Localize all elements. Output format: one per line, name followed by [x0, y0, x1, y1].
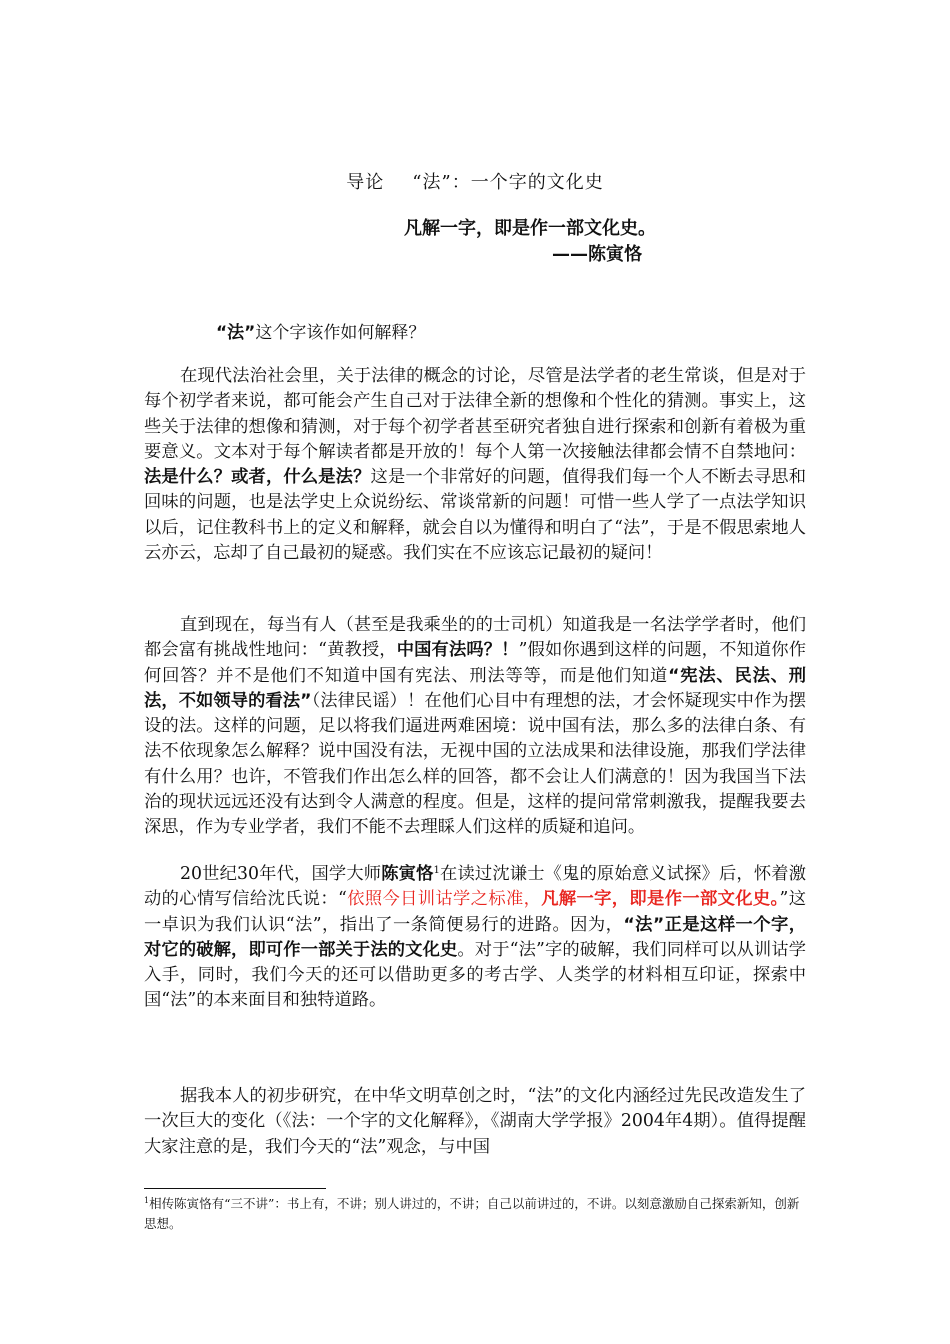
paragraph-1 [144, 364, 806, 566]
paragraph-emphasis: 法是什么？或者，什么是法？ [144, 467, 371, 488]
chapter-title [0, 168, 950, 194]
paragraph-emphasis: “宪法、民法、刑法，不如领导的看法” [144, 665, 806, 711]
epigraph-author: ——陈寅恪 [552, 244, 642, 265]
paragraph-emphasis: 陈寅恪 [381, 864, 434, 884]
paragraph-text: 20世纪30年代，国学大师 [180, 864, 382, 884]
question-keyword: “法” [216, 323, 256, 343]
footnote-mark: 1 [144, 1196, 150, 1205]
paragraph-text: ”这一卓识为我们认识“法”，指出了一条简便易行的进路。因为， [144, 889, 806, 935]
paragraph-text: （法律民谣）！在他们心目中有理想的法，才会怀疑现实中作为摆设的法。这样的问题，足以将我们逼进两难困境：说中国有法，那么多的法律白条、有法不依现象怎么解释？说中国没有法，无视中国的立法成果和法律设施，那我们学法律有什么用？也许，不管我们作出怎么样的回答，都不会让人们满意的！因为我国当下法治的现状远远还没有达到令人满意的程度。但是，这样的提问常常刺激我，提醒我要去深思，作为专业学者，我们不能不去理睬人们这样的质疑和追问。 [144, 690, 807, 838]
paragraph-emphasis: “法”正是这样一个字，对它的破解，即可作一部关于法的文化史 [144, 914, 807, 960]
paragraph-text: 这是一个非常好的问题，值得我们每一个人不断去寻思和回味的问题，也是法学史上众说纷纭、常谈常新的问题！可惜一些人学了一点法学知识以后，记住教科书上的定义和解释，就会自以为懂得和明白了“法”，于是不假思索地人云亦云，忘却了自己最初的疑惑。我们实在不应该忘记最初的疑问！ [144, 467, 806, 564]
footnote [144, 1194, 806, 1234]
paragraph-text: ”假如你遇到这样的问题，不知道你作何回答？并不是他们不知道中国有宪法、刑法等等，而是他们知道 [144, 640, 806, 686]
chapter-title-main: “法”：一个字的文化史 [412, 172, 604, 193]
footnote-text: 相传陈寅恪有“三不讲”：书上有，不讲；别人讲过的，不讲；自己以前讲过的，不讲。以刻意激励自己探索新知，创新思想。 [144, 1196, 800, 1231]
quoted-red-text: 依照今日训诂学之标准， [346, 889, 542, 910]
paragraph-text: 在现代法治社会里，关于法律的概念的讨论，尽管是法学者的老生常谈，但是对于每个初学者来说，都可能会产生自己对于法律全新的想像和个性化的猜测。事实上，这些关于法律的想像和猜测，对于每个初学者甚至研究者独自进行探索和创新有着极为重要意义。文本对于每个解读者都是开放的！每个人第一次接触法律都会情不自禁地问： [144, 366, 806, 462]
paragraph-2 [144, 613, 806, 841]
chapter-title-prefix: 导论 [346, 172, 385, 193]
paragraph-text: 直到现在，每当有人（甚至是我乘坐的的士司机）知道我是一名法学学者时，他们都会富有挑战性地问：“黄教授， [144, 615, 806, 661]
footnote-reference[interactable]: 1 [433, 865, 440, 876]
epigraph-quote: 凡解一字，即是作一部文化史。 [404, 218, 656, 239]
paragraph-text: 在读过沈谦士《鬼的原始意义试探》后，怀着激动的心情写信给沈氏说：“ [144, 864, 806, 910]
paragraph-text: 据我本人的初步研究，在中华文明草创之时，“法”的文化内涵经过先民改造发生了一次巨大的变化（《法：一个字的文化解释》，《湖南大学学报》2004年4期）。值得提醒大家注意的是，我们今天的“法”观念，与中国 [144, 1086, 806, 1157]
paragraph-4 [144, 1084, 806, 1160]
question-text: 这个字该作如何解释？ [255, 323, 426, 343]
footnote-divider [144, 1188, 326, 1189]
paragraph-3 [144, 862, 806, 1014]
quoted-red-emphasis: 凡解一字，即是作一部文化史。 [541, 889, 780, 910]
epigraph [404, 216, 656, 268]
section-question [216, 318, 425, 343]
paragraph-emphasis: 中国有法吗？！ [396, 640, 519, 661]
paragraph-text: 。对于“法”字的破解，我们同样可以从训诂学入手，同时，我们今天的还可以借助更多的考古学、人类学的材料相互印证，探索中国“法”的本来面目和独特道路。 [144, 939, 806, 1011]
